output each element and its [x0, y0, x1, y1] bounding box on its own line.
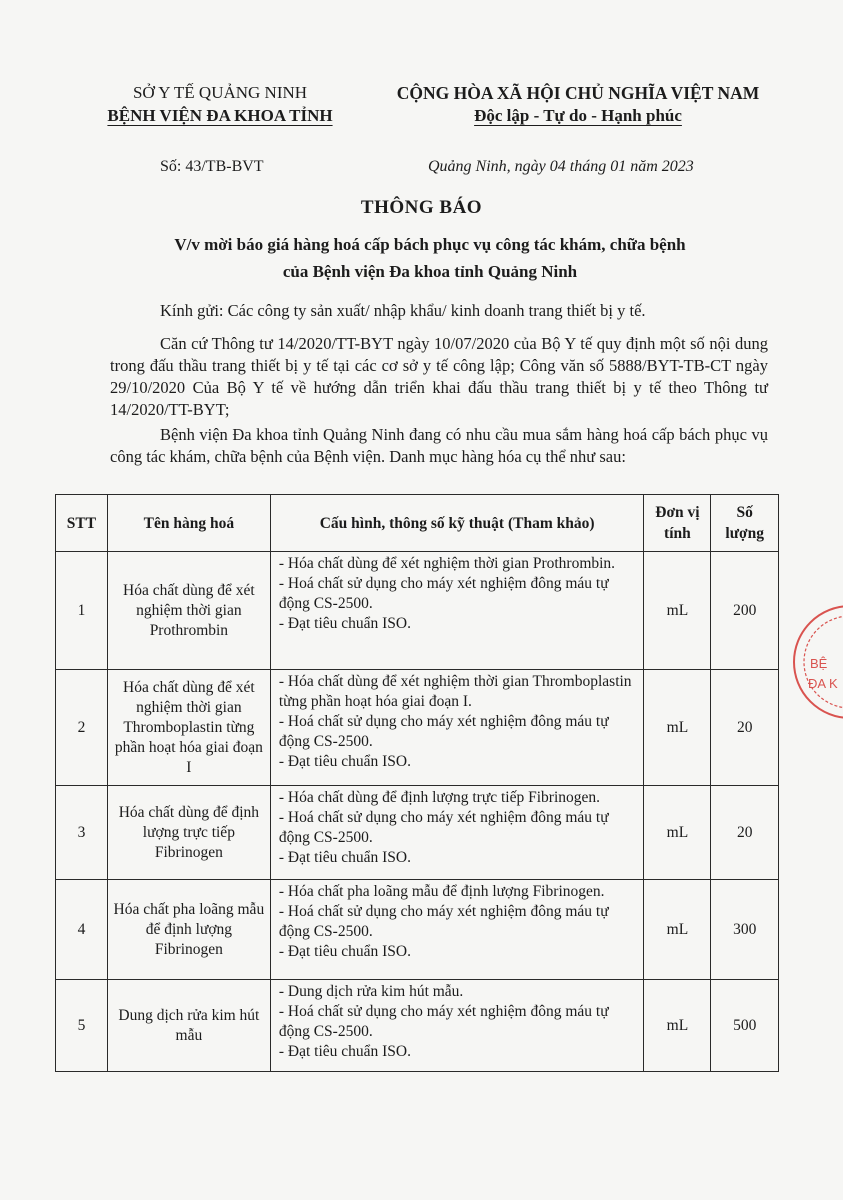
spec-line: - Hoá chất sử dụng cho máy xét nghiệm đông máu tự động CS-2500. [278, 575, 609, 612]
spec-line: - Hoá chất sử dụng cho máy xét nghiệm đông máu tự động CS-2500. [278, 1003, 609, 1040]
row-goods-name: Hóa chất pha loãng mẫu để định lượng Fibrinogen [107, 880, 270, 980]
document-date: Quảng Ninh, ngày 04 tháng 01 năm 2023 [428, 158, 694, 175]
spec-line: - Đạt tiêu chuẩn ISO. [278, 753, 411, 770]
header-qty [711, 495, 779, 552]
row-stt: 3 [56, 786, 108, 880]
header-spec: Cấu hình, thông số kỹ thuật (Tham khảo) [270, 495, 644, 552]
issuer-block [80, 82, 360, 128]
row-unit: mL [644, 670, 711, 786]
row-goods-name: Hóa chất dùng để định lượng trực tiếp Fibrinogen [107, 786, 270, 880]
subject-line-1: V/v mời báo giá hàng hoá cấp bách phục vụ công tác khám, chữa bệnh [174, 235, 686, 254]
national-motto: Độc lập - Tự do - Hạnh phúc [474, 106, 682, 125]
spec-line: - Hoá chất sử dụng cho máy xét nghiệm đông máu tự động CS-2500. [278, 809, 609, 846]
header-unit [644, 495, 711, 552]
row-quantity: 20 [711, 670, 779, 786]
greeting-paragraph: Kính gửi: Các công ty sản xuất/ nhập khẩu/ kinh doanh trang thiết bị y tế. [160, 301, 646, 320]
spec-line: - Hoá chất sử dụng cho máy xét nghiệm đông máu tự động CS-2500. [278, 903, 609, 940]
stamp-text-2: ĐA K [808, 676, 838, 691]
spec-line: - Hóa chất dùng để định lượng trực tiếp Fibrinogen. [278, 789, 600, 806]
table-row [56, 880, 779, 980]
row-stt: 2 [56, 670, 108, 786]
row-specification [270, 670, 644, 786]
row-stt: 1 [56, 552, 108, 670]
table-row [56, 980, 779, 1072]
header-qty-line2: lượng [725, 525, 764, 542]
row-goods-name: Hóa chất dùng để xét nghiệm thời gian Prothrombin [107, 552, 270, 670]
header-name: Tên hàng hoá [107, 495, 270, 552]
row-unit: mL [644, 786, 711, 880]
spec-line: - Đạt tiêu chuẩn ISO. [278, 849, 411, 866]
row-goods-name: Dung dịch rửa kim hút mẫu [107, 980, 270, 1072]
row-stt: 5 [56, 980, 108, 1072]
spec-line: - Hóa chất dùng để xét nghiệm thời gian Thromboplastin từng phần hoạt hóa giai đoạn I. [278, 673, 632, 710]
procurement-need-paragraph: Bệnh viện Đa khoa tỉnh Quảng Ninh đang có nhu cầu mua sắm hàng hoá cấp bách phục vụ công tác khám, chữa bệnh của Bệnh viện. Danh mục hàng hóa cụ thể như sau: [110, 425, 768, 466]
national-header [378, 82, 778, 128]
spec-line: - Dung dịch rửa kim hút mẫu. [278, 983, 464, 1000]
row-quantity: 500 [711, 980, 779, 1072]
row-unit: mL [644, 880, 711, 980]
row-quantity: 200 [711, 552, 779, 670]
row-goods-name: Hóa chất dùng để xét nghiệm thời gian Thromboplastin từng phần hoạt hóa giai đoạn I [107, 670, 270, 786]
header-unit-line2: tính [664, 525, 691, 542]
document-subject [60, 231, 800, 285]
subject-line-2: của Bệnh viện Đa khoa tỉnh Quảng Ninh [282, 262, 578, 281]
document-title: THÔNG BÁO [360, 197, 483, 218]
stamp-text-1: BỆ [810, 656, 828, 671]
row-specification [270, 786, 644, 880]
row-unit: mL [644, 980, 711, 1072]
row-specification [270, 552, 644, 670]
row-stt: 4 [56, 880, 108, 980]
document-number: Số: 43/TB-BVT [160, 158, 264, 175]
issuer-parent-org: SỞ Y TẾ QUẢNG NINH [132, 83, 308, 102]
table-body [56, 552, 779, 1072]
nation-name: CỘNG HÒA XÃ HỘI CHỦ NGHĨA VIỆT NAM [396, 83, 760, 103]
spec-line: - Hóa chất pha loãng mẫu để định lượng Fibrinogen. [278, 883, 605, 900]
issuer-org-name: BỆNH VIỆN ĐA KHOA TỈNH [107, 106, 333, 125]
table-row [56, 786, 779, 880]
spec-line: - Đạt tiêu chuẩn ISO. [278, 1043, 411, 1060]
spec-line: - Hóa chất dùng để xét nghiệm thời gian Prothrombin. [278, 555, 616, 572]
red-seal-stamp [788, 600, 843, 730]
row-specification [270, 880, 644, 980]
row-quantity: 300 [711, 880, 779, 980]
header-qty-line1: Số [736, 504, 753, 521]
goods-table [55, 494, 779, 1072]
header-stt: STT [56, 495, 108, 552]
legal-basis-paragraph: Căn cứ Thông tư 14/2020/TT-BYT ngày 10/07/2020 của Bộ Y tế quy định một số nội dung trong đấu thầu trang thiết bị y tế tại các cơ sở y tế công lập; Công văn số 5888/BYT-TB-CT ngày 29/10/2020 Của Bộ Y tế về hướng dẫn triển khai đấu thầu trang thiết bị y tế theo Thông tư 14/2020/TT-BYT; [110, 334, 768, 419]
row-unit: mL [644, 552, 711, 670]
spec-line: - Đạt tiêu chuẩn ISO. [278, 615, 411, 632]
spec-line: - Hoá chất sử dụng cho máy xét nghiệm đông máu tự động CS-2500. [278, 713, 609, 750]
table-row [56, 552, 779, 670]
header-unit-line1: Đơn vị [655, 504, 700, 521]
spec-line: - Đạt tiêu chuẩn ISO. [278, 943, 411, 960]
row-specification [270, 980, 644, 1072]
table-row [56, 670, 779, 786]
table-header-row [56, 495, 779, 552]
row-quantity: 20 [711, 786, 779, 880]
